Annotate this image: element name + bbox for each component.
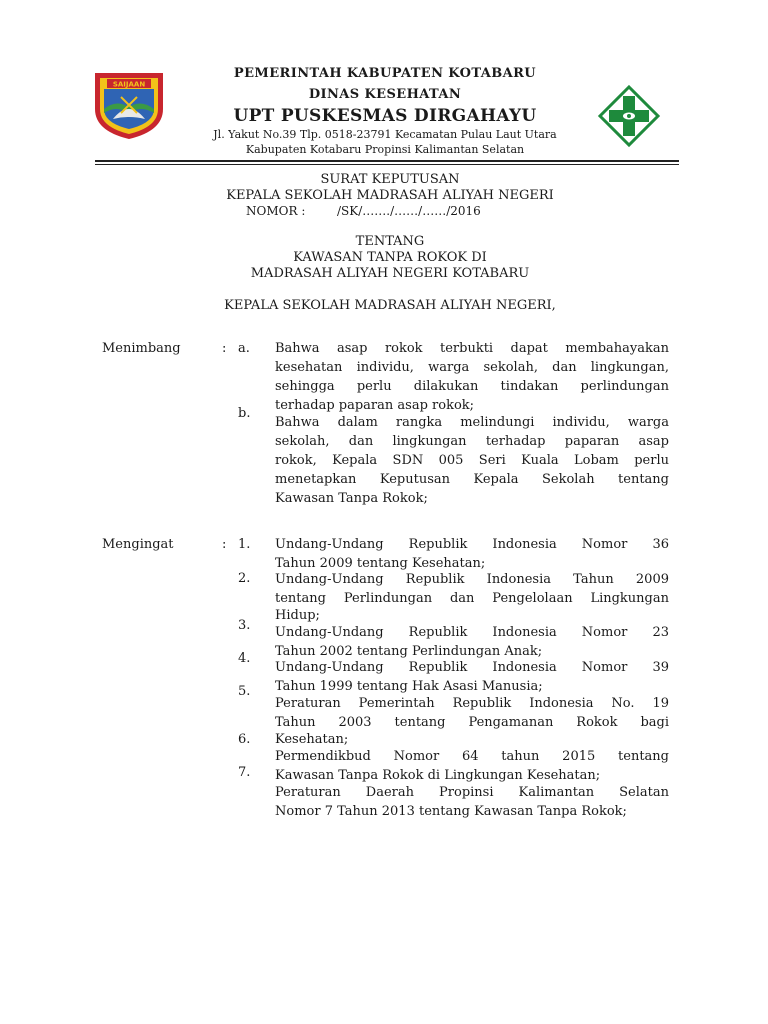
mengingat-text-line: Permendikbud Nomor 64 tahun 2015 tentang xyxy=(275,749,669,764)
letterhead-divider-thin xyxy=(95,164,679,165)
mengingat-text-line: Nomor 7 Tahun 2013 tentang Kawasan Tanpa Rokok; xyxy=(275,804,627,819)
letterhead-divider-thick xyxy=(95,160,679,162)
mengingat-text-line: Hidup; xyxy=(275,608,320,623)
mengingat-marker: 5. xyxy=(238,684,251,699)
letterhead-institution: UPT PUSKESMAS DIRGAHAYU xyxy=(233,106,537,126)
mengingat-marker: 3. xyxy=(238,618,251,633)
menimbang-item-a-line: terhadap paparan asap rokok; xyxy=(275,398,475,413)
emblem-motto: SAIJAAN xyxy=(112,80,146,89)
mengingat-text-line: Peraturan Daerah Propinsi Kalimantan Selatan xyxy=(275,785,669,800)
menimbang-item-a-line: sehingga perlu dilakukan tindakan perlindungan xyxy=(275,379,669,394)
menimbang-item-b-line: sekolah, dan lingkungan terhadap paparan asap xyxy=(275,434,669,449)
document-issuer-title: KEPALA SEKOLAH MADRASAH ALIYAH NEGERI xyxy=(226,188,554,203)
issuer-line: KEPALA SEKOLAH MADRASAH ALIYAH NEGERI, xyxy=(224,298,556,313)
letterhead-region: Kabupaten Kotabaru Propinsi Kalimantan Selatan xyxy=(245,143,525,156)
kotabaru-emblem-icon xyxy=(91,69,167,141)
mengingat-text-line: Undang-Undang Republik Indonesia Nomor 39 xyxy=(275,660,669,675)
document-type: SURAT KEPUTUSAN xyxy=(320,172,460,187)
menimbang-item-b-line: rokok, Kepala SDN 005 Seri Kuala Lobam perlu xyxy=(275,453,669,468)
menimbang-item-a-line: kesehatan individu, warga sekolah, dan lingkungan, xyxy=(275,360,669,375)
letterhead-government: PEMERINTAH KABUPATEN KOTABARU xyxy=(233,66,537,81)
mengingat-text-line: Undang-Undang Republik Indonesia Nomor 23 xyxy=(275,625,669,640)
mengingat-text-line: tentang Perlindungan dan Pengelolaan Lingkungan xyxy=(275,591,669,606)
mengingat-text-line: Undang-Undang Republik Indonesia Nomor 36 xyxy=(275,537,669,552)
mengingat-text-line: Peraturan Pemerintah Republik Indonesia No. 19 xyxy=(275,696,669,711)
mengingat-colon: : xyxy=(222,537,227,552)
mengingat-marker: 4. xyxy=(238,651,251,666)
mengingat-text-line: Tahun 2003 tentang Pengamanan Rokok bagi xyxy=(275,715,669,730)
mengingat-marker: 7. xyxy=(238,765,251,780)
mengingat-label: Mengingat xyxy=(102,537,174,552)
mengingat-text-line: Tahun 1999 tentang Hak Asasi Manusia; xyxy=(275,679,543,694)
menimbang-label: Menimbang xyxy=(102,341,181,356)
document-number xyxy=(246,204,481,218)
menimbang-item-b-line: Bahwa dalam rangka melindungi individu, warga xyxy=(275,415,669,430)
menimbang-marker-a: a. xyxy=(238,341,250,356)
mengingat-text-line: Kesehatan; xyxy=(275,732,349,747)
mengingat-text-line: Kawasan Tanpa Rokok di Lingkungan Kesehatan; xyxy=(275,768,601,783)
menimbang-marker-b: b. xyxy=(238,406,251,421)
menimbang-item-b-line: Kawasan Tanpa Rokok; xyxy=(275,491,428,506)
mengingat-marker: 6. xyxy=(238,732,251,747)
letterhead-department: DINAS KESEHATAN xyxy=(308,87,462,102)
menimbang-colon: : xyxy=(222,341,227,356)
puskesmas-cross-icon xyxy=(597,84,661,148)
subject-line-1: KAWASAN TANPA ROKOK DI xyxy=(293,250,487,265)
mengingat-marker: 1. xyxy=(238,537,251,552)
menimbang-item-b-line: menetapkan Keputusan Kepala Sekolah tentang xyxy=(275,472,669,487)
document-number-label: NOMOR : xyxy=(246,204,306,218)
mengingat-text-line: Undang-Undang Republik Indonesia Tahun 2009 xyxy=(275,572,669,587)
menimbang-item-a-line: Bahwa asap rokok terbukti dapat membahayakan xyxy=(275,341,669,356)
subject-heading: TENTANG xyxy=(355,234,425,249)
letterhead-address: Jl. Yakut No.39 Tlp. 0518-23791 Kecamatan Pulau Laut Utara xyxy=(213,128,557,141)
mengingat-marker: 2. xyxy=(238,571,251,586)
subject-line-2: MADRASAH ALIYAH NEGERI KOTABARU xyxy=(250,266,530,281)
mengingat-text-line: Tahun 2002 tentang Perlindungan Anak; xyxy=(275,644,543,659)
document-number-value: /SK/……./……/……/2016 xyxy=(337,204,481,218)
mengingat-text-line: Tahun 2009 tentang Kesehatan; xyxy=(275,556,486,571)
